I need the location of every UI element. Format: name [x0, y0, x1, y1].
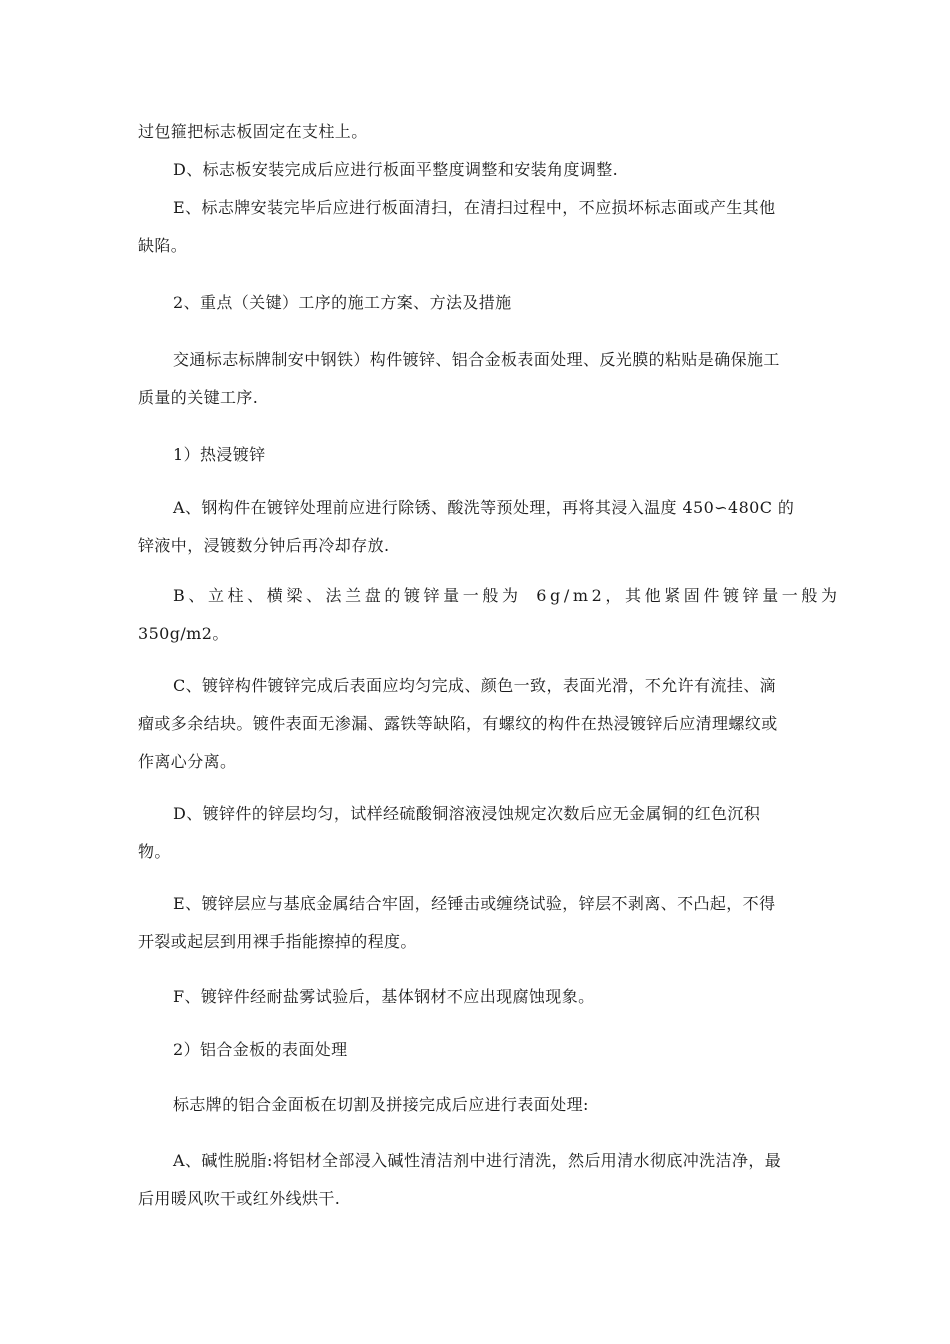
paragraph-e-zinc-adhesion: [138, 885, 814, 961]
text-line: 作离心分离。: [138, 752, 237, 771]
text-line: 交通标志标牌制安中钢铁）构件镀锌、铝合金板表面处理、反光膜的粘贴是确保施工: [173, 350, 780, 369]
text-line: 锌液中，浸镀数分钟后再冷却存放.: [138, 536, 390, 555]
text-line: 过包箍把标志板固定在支柱上。: [138, 122, 368, 141]
paragraph-d-panel-adjustment: [138, 151, 814, 189]
text-line: 瘤或多余结块。镀件表面无渗漏、露铁等缺陷，有螺纹的构件在热浸镀锌后应清理螺纹或: [138, 714, 778, 733]
text-line: E、镀锌层应与基底金属结合牢固，经锤击或缠绕试验，锌层不剥离、不凸起，不得: [173, 894, 776, 913]
text-line: 标志牌的铝合金面板在切割及拼接完成后应进行表面处理:: [173, 1095, 589, 1114]
subheading-hot-dip-galvanizing: [138, 436, 814, 474]
section-heading-key-procedures: [138, 284, 814, 322]
text-line: 质量的关键工序.: [138, 388, 259, 407]
text-line: 2、重点（关键）工序的施工方案、方法及措施: [173, 293, 512, 312]
paragraph-a-alkaline-degreasing: [138, 1142, 814, 1218]
text-line: A、钢构件在镀锌处理前应进行除锈、酸洗等预处理，再将其浸入温度 450∽480C 的: [173, 498, 795, 517]
text-line: 开裂或起层到用裸手指能擦掉的程度。: [138, 932, 417, 951]
paragraph-a-pretreatment: [138, 489, 814, 565]
text-line: 2）铝合金板的表面处理: [173, 1040, 348, 1059]
paragraph-continuation: [138, 113, 814, 151]
text-line: D、标志板安装完成后应进行板面平整度调整和安装角度调整.: [173, 160, 619, 179]
text-line: 1）热浸镀锌: [173, 445, 266, 464]
text-line: 后用暖风吹干或红外线烘干.: [138, 1189, 341, 1208]
paragraph-f-salt-spray: [138, 978, 814, 1016]
paragraph-key-procedures-intro: [138, 341, 814, 417]
paragraph-c-surface-quality: [138, 667, 814, 781]
paragraph-b-zinc-amount: [138, 577, 841, 653]
text-line: 物。: [138, 842, 171, 861]
text-line: F、镀锌件经耐盐雾试验后，基体钢材不应出现腐蚀现象。: [173, 987, 595, 1006]
text-line: 缺陷。: [138, 236, 188, 255]
text-line: A、碱性脱脂:将铝材全部浸入碱性清洁剂中进行清洗，然后用清水彻底冲洗洁净，最: [173, 1151, 782, 1170]
text-line: 350g/m2。: [138, 624, 229, 643]
text-line: E、标志牌安装完毕后应进行板面清扫，在清扫过程中，不应损坏标志面或产生其他: [173, 198, 776, 217]
text-line: C、镀锌构件镀锌完成后表面应均匀完成、颜色一致，表面光滑，不允许有流挂、滴: [173, 676, 777, 695]
text-line: D、镀锌件的锌层均匀，试样经硫酸铜溶液浸蚀规定次数后应无金属铜的红色沉积: [173, 804, 761, 823]
paragraph-d-zinc-layer-uniformity: [138, 795, 814, 871]
subheading-aluminum-surface-treatment: [138, 1031, 814, 1069]
paragraph-e-panel-cleaning: [138, 189, 814, 265]
paragraph-aluminum-intro: [138, 1086, 814, 1124]
text-line: B、立柱、横梁、法兰盘的镀锌量一般为 6g/m2，其他紧固件镀锌量一般为: [173, 586, 841, 605]
